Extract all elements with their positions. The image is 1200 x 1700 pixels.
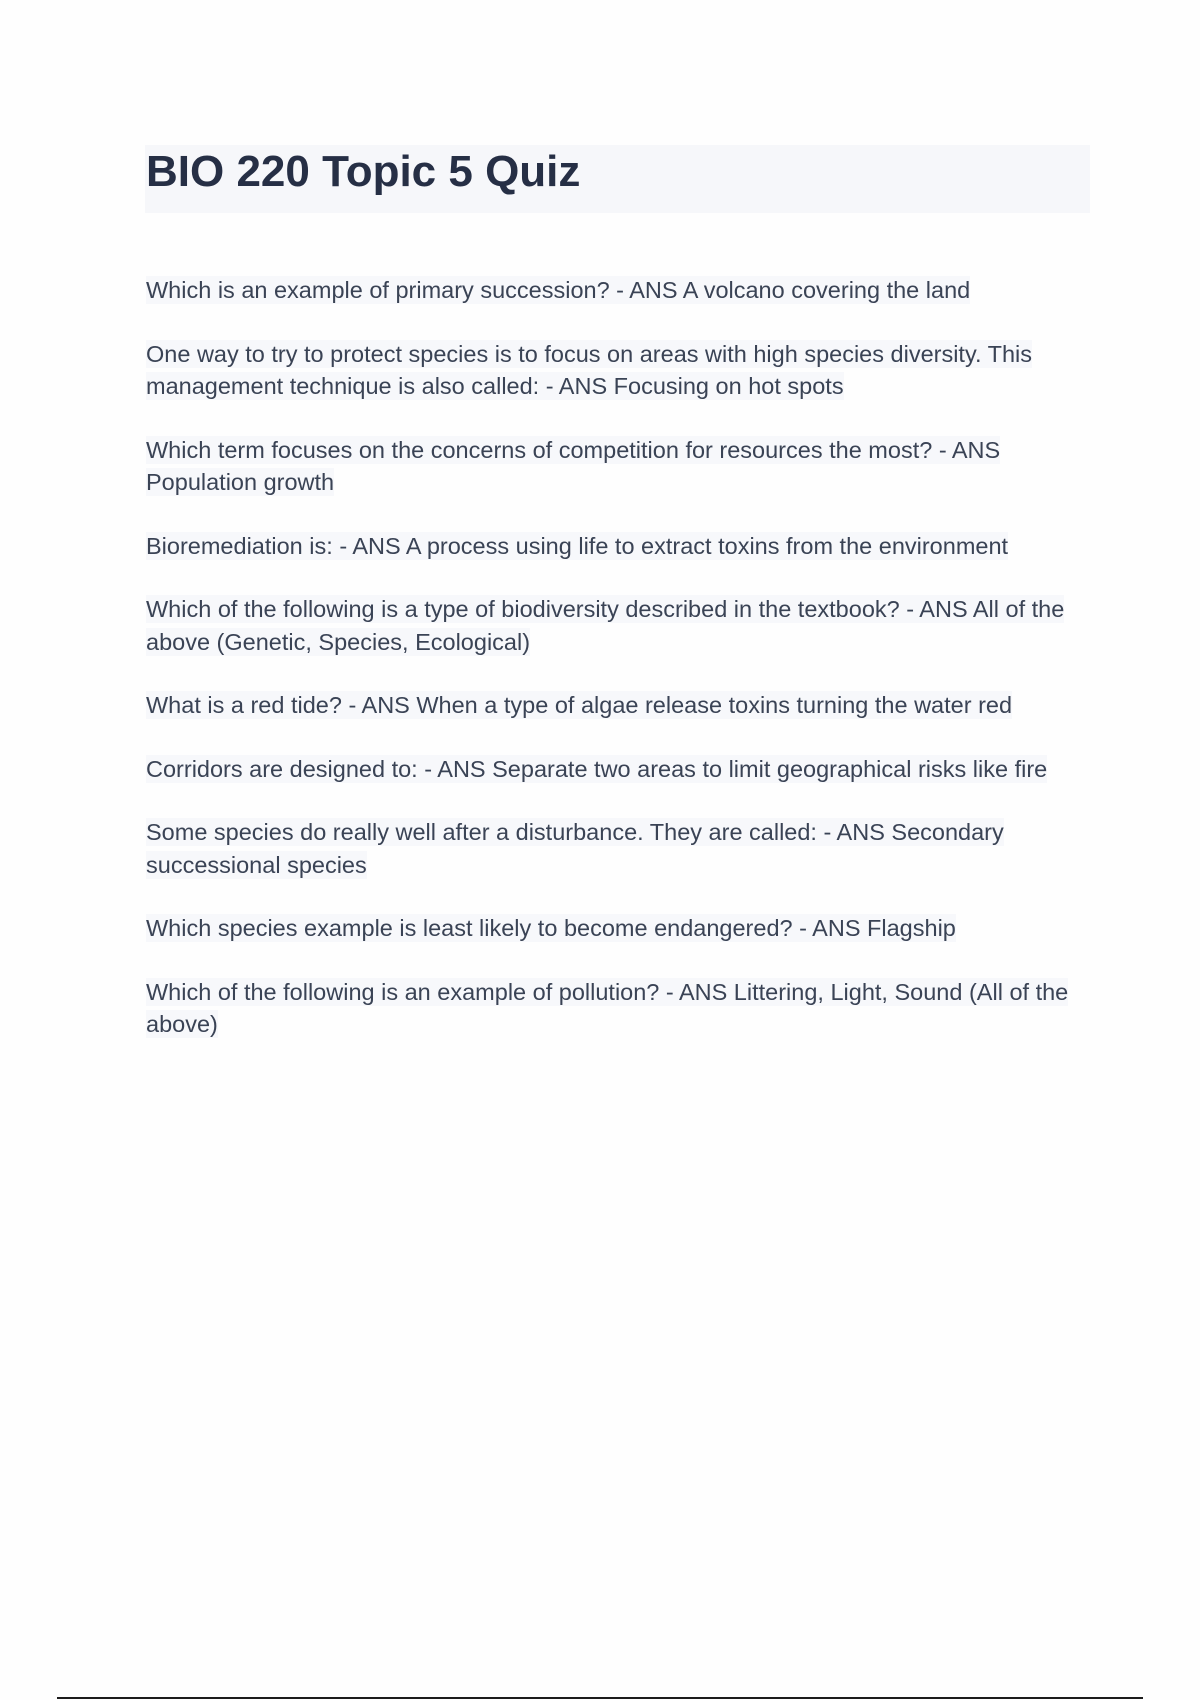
qa-item xyxy=(146,689,1096,722)
qa-item xyxy=(146,338,1096,403)
qa-text: Some species do really well after a disturbance. They are called: - ANS Secondary successional species xyxy=(146,819,1004,878)
qa-text: Which species example is least likely to become endangered? - ANS Flagship xyxy=(146,915,956,941)
page-title: BIO 220 Topic 5 Quiz xyxy=(146,147,581,196)
qa-text: Which term focuses on the concerns of competition for resources the most? - ANS Population growth xyxy=(146,436,1001,495)
qa-item xyxy=(146,912,1096,945)
qa-item xyxy=(146,753,1096,786)
qa-text: Which of the following is a type of biodiversity described in the textbook? - ANS All of the above (Genetic, Species, Ecological) xyxy=(146,596,1065,655)
qa-item xyxy=(146,530,1096,563)
qa-text: Bioremediation is: - ANS A process using life to extract toxins from the environment xyxy=(146,532,1009,559)
qa-item xyxy=(146,274,1096,307)
page-bottom-divider xyxy=(57,1697,1143,1699)
qa-text: Which is an example of primary succession? - ANS A volcano covering the land xyxy=(146,277,971,303)
qa-item xyxy=(146,976,1096,1041)
question-answer-list xyxy=(146,274,1096,1072)
qa-text: Which of the following is an example of pollution? - ANS Littering, Light, Sound (All of the above) xyxy=(146,978,1069,1037)
qa-text: What is a red tide? - ANS When a type of algae release toxins turning the water red xyxy=(146,692,1013,718)
qa-item xyxy=(146,816,1096,881)
qa-text: One way to try to protect species is to focus on areas with high species diversity. This management technique is also called: - ANS Focusing on hot spots xyxy=(146,340,1033,399)
qa-item xyxy=(146,434,1096,499)
qa-text: Corridors are designed to: - ANS Separate two areas to limit geographical risks like fire xyxy=(146,755,1048,782)
qa-item xyxy=(146,593,1096,658)
